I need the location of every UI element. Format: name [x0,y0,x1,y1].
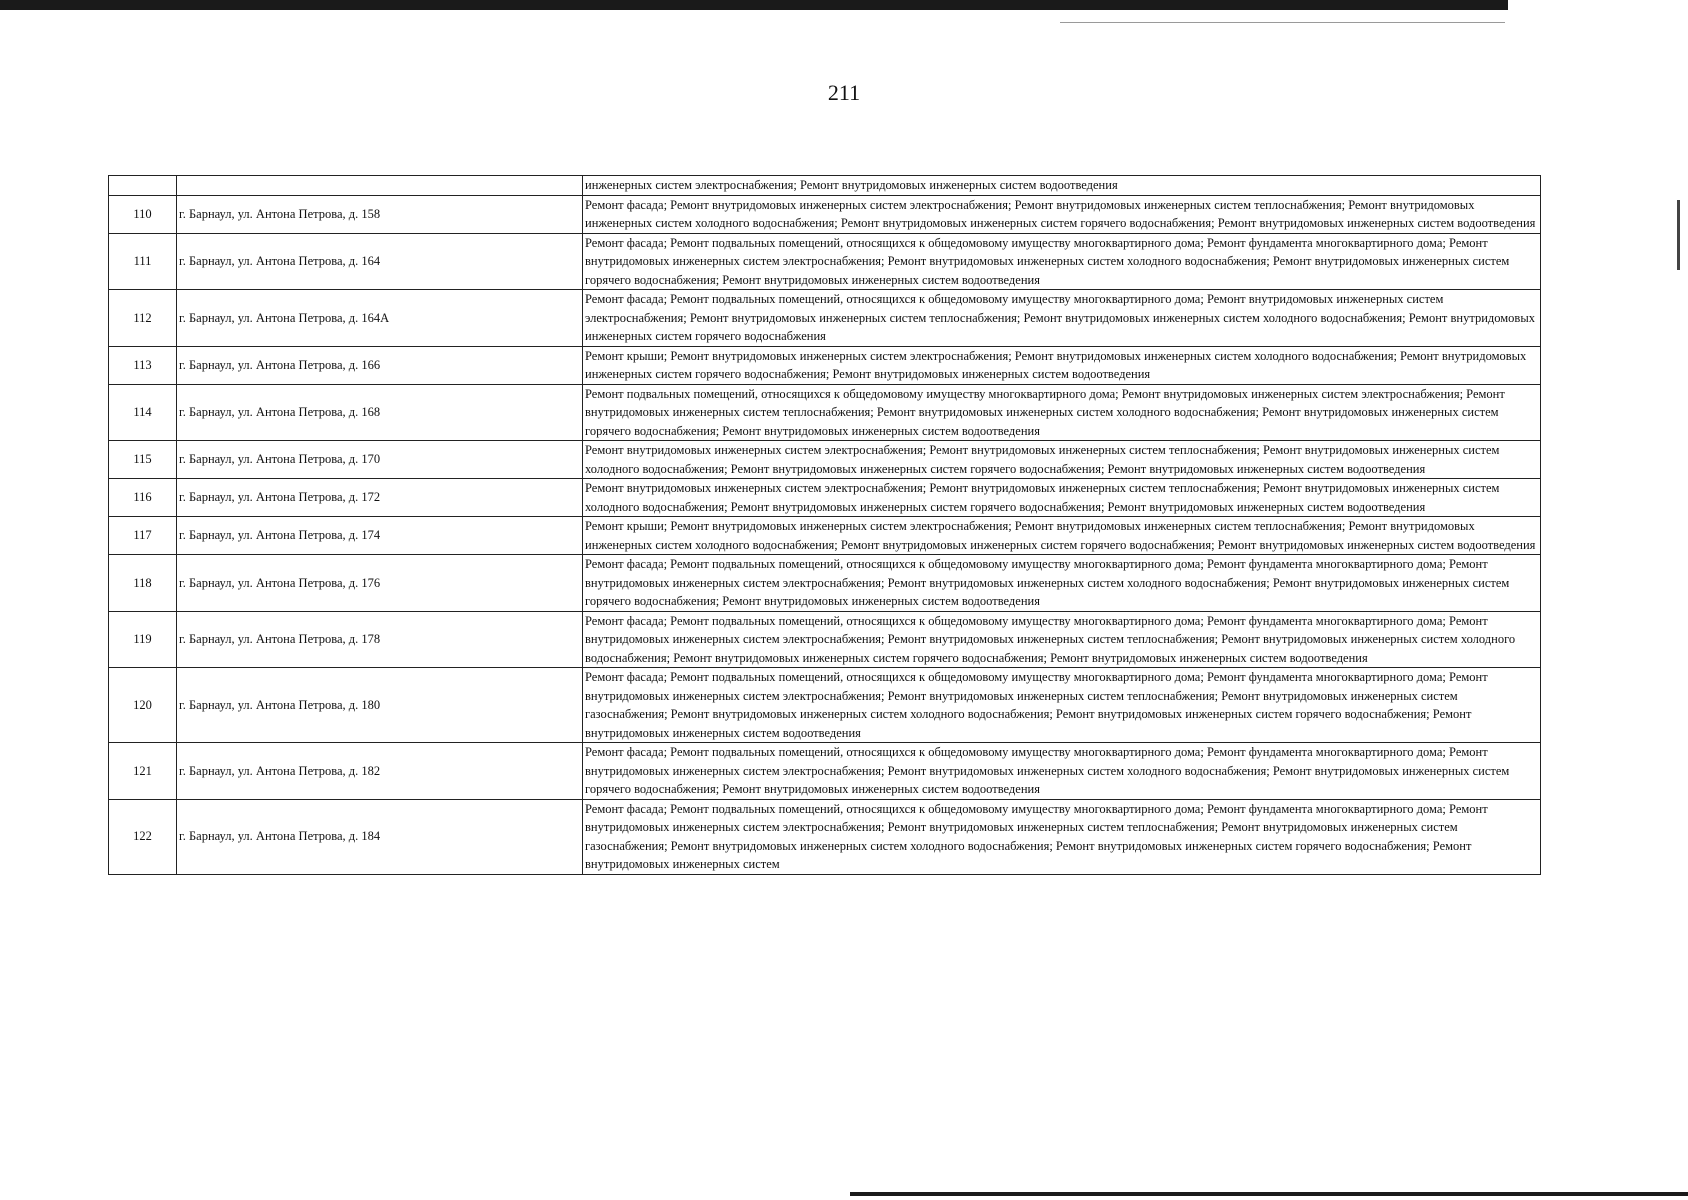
row-number: 121 [109,743,177,800]
row-address: г. Барнаул, ул. Антона Петрова, д. 174 [177,517,583,555]
row-address: г. Барнаул, ул. Антона Петрова, д. 180 [177,668,583,743]
table-row [109,555,1541,612]
row-address [177,176,583,196]
row-works: Ремонт фасада; Ремонт подвальных помещений, относящихся к общедомовому имуществу многоквартирного дома; Ремонт внутридомовых инженерных систем электроснабжения; Ремонт внутридомовых инженерных систем теплоснабжения; Ремонт внутридомовых инженерных систем холодного водоснабжения; Ремонт внутридомовых инженерных систем горячего водоснабжения [583,290,1541,347]
row-number: 112 [109,290,177,347]
row-number: 114 [109,384,177,441]
row-number: 111 [109,233,177,290]
table-row [109,611,1541,668]
row-works: Ремонт внутридомовых инженерных систем электроснабжения; Ремонт внутридомовых инженерных систем теплоснабжения; Ремонт внутридомовых инженерных систем холодного водоснабжения; Ремонт внутридомовых инженерных систем горячего водоснабжения; Ремонт внутридомовых инженерных систем водоотведения [583,441,1541,479]
row-works: Ремонт внутридомовых инженерных систем электроснабжения; Ремонт внутридомовых инженерных систем теплоснабжения; Ремонт внутридомовых инженерных систем холодного водоснабжения; Ремонт внутридомовых инженерных систем горячего водоснабжения; Ремонт внутридомовых инженерных систем водоотведения [583,479,1541,517]
scan-top-border [0,0,1508,10]
row-address: г. Барнаул, ул. Антона Петрова, д. 172 [177,479,583,517]
scan-edge-mark [1677,200,1680,270]
row-works: Ремонт подвальных помещений, относящихся к общедомовому имуществу многоквартирного дома; Ремонт внутридомовых инженерных систем электроснабжения; Ремонт внутридомовых инженерных систем теплоснабжения; Ремонт внутридомовых инженерных систем холодного водоснабжения; Ремонт внутридомовых инженерных систем горячего водоснабжения; Ремонт внутридомовых инженерных систем водоотведения [583,384,1541,441]
table-row [109,479,1541,517]
table-row [109,384,1541,441]
table-row [109,346,1541,384]
row-address: г. Барнаул, ул. Антона Петрова, д. 176 [177,555,583,612]
row-works: Ремонт фасада; Ремонт подвальных помещений, относящихся к общедомовому имуществу многоквартирного дома; Ремонт фундамента многоквартирного дома; Ремонт внутридомовых инженерных систем электроснабжения; Ремонт внутридомовых инженерных систем холодного водоснабжения; Ремонт внутридомовых инженерных систем горячего водоснабжения; Ремонт внутридомовых инженерных систем водоотведения [583,743,1541,800]
row-number: 119 [109,611,177,668]
row-address: г. Барнаул, ул. Антона Петрова, д. 164А [177,290,583,347]
table-body [109,176,1541,875]
table-row [109,441,1541,479]
scan-top-line [1060,22,1505,23]
row-address: г. Барнаул, ул. Антона Петрова, д. 164 [177,233,583,290]
row-works: Ремонт фасада; Ремонт подвальных помещений, относящихся к общедомовому имуществу многоквартирного дома; Ремонт фундамента многоквартирного дома; Ремонт внутридомовых инженерных систем электроснабжения; Ремонт внутридомовых инженерных систем теплоснабжения; Ремонт внутридомовых инженерных систем холодного водоснабжения; Ремонт внутридомовых инженерных систем горячего водоснабжения; Ремонт внутридомовых инженерных систем водоотведения [583,611,1541,668]
row-address: г. Барнаул, ул. Антона Петрова, д. 170 [177,441,583,479]
page-number: 211 [827,80,861,105]
table-row [109,743,1541,800]
row-number: 120 [109,668,177,743]
row-works: Ремонт фасада; Ремонт подвальных помещений, относящихся к общедомовому имуществу многоквартирного дома; Ремонт фундамента многоквартирного дома; Ремонт внутридомовых инженерных систем электроснабжения; Ремонт внутридомовых инженерных систем теплоснабжения; Ремонт внутридомовых инженерных систем газоснабжения; Ремонт внутридомовых инженерных систем холодного водоснабжения; Ремонт внутридомовых инженерных систем горячего водоснабжения; Ремонт внутридомовых инженерных систем [583,799,1541,874]
row-address: г. Барнаул, ул. Антона Петрова, д. 178 [177,611,583,668]
row-number: 118 [109,555,177,612]
row-works: инженерных систем электроснабжения; Ремонт внутридомовых инженерных систем водоотведения [583,176,1541,196]
table-row [109,799,1541,874]
table-row [109,233,1541,290]
row-address: г. Барнаул, ул. Антона Петрова, д. 158 [177,195,583,233]
building-repairs-table [108,175,1541,875]
row-address: г. Барнаул, ул. Антона Петрова, д. 166 [177,346,583,384]
table-row [109,290,1541,347]
row-number: 113 [109,346,177,384]
row-works: Ремонт крыши; Ремонт внутридомовых инженерных систем электроснабжения; Ремонт внутридомовых инженерных систем холодного водоснабжения; Ремонт внутридомовых инженерных систем горячего водоснабжения; Ремонт внутридомовых инженерных систем водоотведения [583,346,1541,384]
table-row [109,668,1541,743]
row-address: г. Барнаул, ул. Антона Петрова, д. 184 [177,799,583,874]
row-works: Ремонт фасада; Ремонт подвальных помещений, относящихся к общедомовому имуществу многоквартирного дома; Ремонт фундамента многоквартирного дома; Ремонт внутридомовых инженерных систем электроснабжения; Ремонт внутридомовых инженерных систем холодного водоснабжения; Ремонт внутридомовых инженерных систем горячего водоснабжения; Ремонт внутридомовых инженерных систем водоотведения [583,233,1541,290]
scan-bottom-border [850,1192,1688,1196]
row-number: 115 [109,441,177,479]
row-number: 116 [109,479,177,517]
row-address: г. Барнаул, ул. Антона Петрова, д. 182 [177,743,583,800]
row-works: Ремонт фасада; Ремонт внутридомовых инженерных систем электроснабжения; Ремонт внутридомовых инженерных систем теплоснабжения; Ремонт внутридомовых инженерных систем холодного водоснабжения; Ремонт внутридомовых инженерных систем горячего водоснабжения; Ремонт внутридомовых инженерных систем водоотведения [583,195,1541,233]
row-number: 117 [109,517,177,555]
row-address: г. Барнаул, ул. Антона Петрова, д. 168 [177,384,583,441]
row-number [109,176,177,196]
row-number: 110 [109,195,177,233]
row-number: 122 [109,799,177,874]
row-works: Ремонт крыши; Ремонт внутридомовых инженерных систем электроснабжения; Ремонт внутридомовых инженерных систем теплоснабжения; Ремонт внутридомовых инженерных систем холодного водоснабжения; Ремонт внутридомовых инженерных систем горячего водоснабжения; Ремонт внутридомовых инженерных систем водоотведения [583,517,1541,555]
table-row [109,195,1541,233]
row-works: Ремонт фасада; Ремонт подвальных помещений, относящихся к общедомовому имуществу многоквартирного дома; Ремонт фундамента многоквартирного дома; Ремонт внутридомовых инженерных систем электроснабжения; Ремонт внутридомовых инженерных систем холодного водоснабжения; Ремонт внутридомовых инженерных систем горячего водоснабжения; Ремонт внутридомовых инженерных систем водоотведения [583,555,1541,612]
table-row-continuation [109,176,1541,196]
table-row [109,517,1541,555]
row-works: Ремонт фасада; Ремонт подвальных помещений, относящихся к общедомовому имуществу многоквартирного дома; Ремонт фундамента многоквартирного дома; Ремонт внутридомовых инженерных систем электроснабжения; Ремонт внутридомовых инженерных систем теплоснабжения; Ремонт внутридомовых инженерных систем газоснабжения; Ремонт внутридомовых инженерных систем холодного водоснабжения; Ремонт внутридомовых инженерных систем горячего водоснабжения; Ремонт внутридомовых инженерных систем водоотведения [583,668,1541,743]
